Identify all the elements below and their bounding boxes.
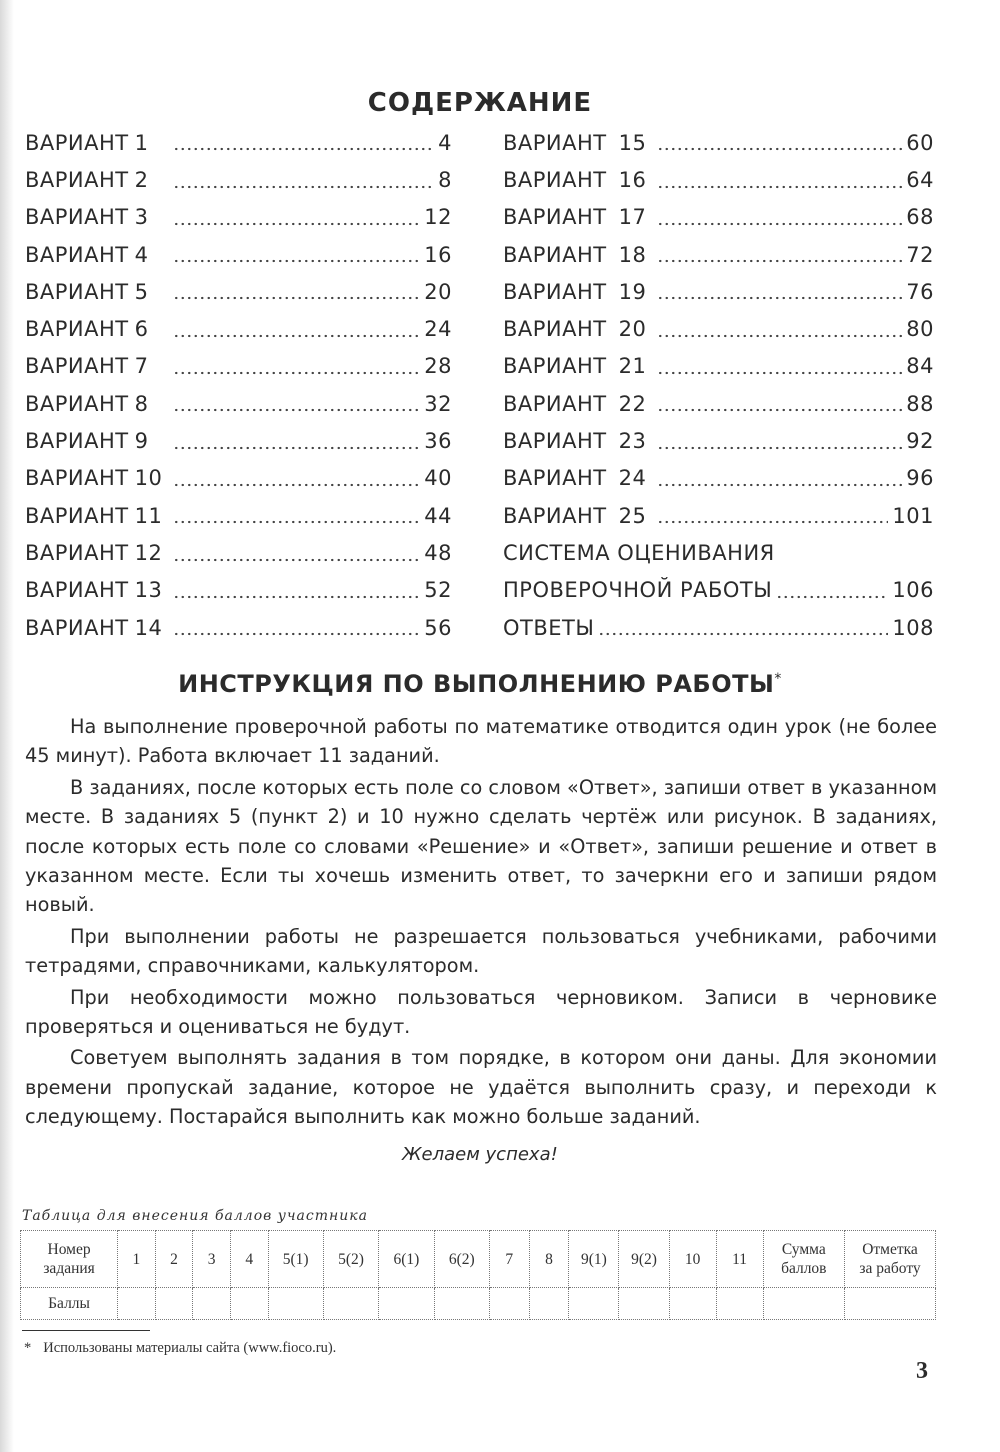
- score-cell[interactable]: [489, 1288, 529, 1320]
- toc-leader: [173, 483, 421, 487]
- toc-entry[interactable]: ВАРИАНТ 11 44: [25, 503, 452, 528]
- task-number-cell: 3: [193, 1231, 231, 1288]
- task-number-cell: 1: [118, 1231, 156, 1288]
- toc-entry[interactable]: ВАРИАНТ 1 4: [25, 130, 452, 155]
- task-number-cell: 5(1): [268, 1231, 323, 1288]
- task-number-cell: 10: [669, 1231, 716, 1288]
- toc-entry[interactable]: ВАРИАНТ 15 60: [503, 130, 934, 155]
- toc-entry[interactable]: ВАРИАНТ 14 56: [25, 615, 452, 640]
- footnote-marker: *: [774, 671, 782, 687]
- task-number-cell: 4: [230, 1231, 268, 1288]
- toc-entry[interactable]: ВАРИАНТ 5 20: [25, 279, 452, 304]
- toc-leader: [657, 408, 903, 412]
- toc-leader: [657, 296, 903, 300]
- score-cell[interactable]: [716, 1288, 763, 1320]
- toc-leader: [657, 147, 903, 151]
- points-row-label: Баллы: [21, 1288, 118, 1320]
- task-number-cell: 6(1): [379, 1231, 434, 1288]
- instruction-paragraph: На выполнение проверочной работы по математике отводится один урок (не более 45 минут). Работа включает 11 заданий.: [25, 715, 937, 768]
- task-number-cell: 7: [489, 1231, 529, 1288]
- sum-header: Сумма баллов: [763, 1231, 844, 1288]
- instructions-title: ИНСТРУКЦИЯ ПО ВЫПОЛНЕНИЮ РАБОТЫ*: [178, 670, 782, 698]
- grade-cell[interactable]: [845, 1288, 936, 1320]
- instruction-paragraph: При выполнении работы не разрешается пользоваться учебниками, рабочими тетрадями, справочниками, калькулятором.: [25, 924, 937, 978]
- footnote-star: *: [24, 1340, 32, 1356]
- footnote-divider: [22, 1330, 150, 1331]
- task-number-cell: 8: [529, 1231, 569, 1288]
- toc-leader: [657, 371, 903, 375]
- score-table: [20, 1230, 936, 1320]
- toc-entry[interactable]: ВАРИАНТ 17 68: [503, 205, 934, 230]
- toc-leader: [173, 371, 421, 375]
- toc-leader: [657, 483, 903, 487]
- instruction-paragraph: При необходимости можно пользоваться черновиком. Записи в черновике проверяться и оцениваться не будут.: [25, 985, 937, 1039]
- score-cell[interactable]: [155, 1288, 193, 1320]
- toc-entry[interactable]: ВАРИАНТ 12 48: [25, 540, 452, 565]
- toc-entry[interactable]: ВАРИАНТ 6 24: [25, 317, 452, 342]
- toc-entry[interactable]: ВАРИАНТ 24 96: [503, 466, 934, 491]
- task-number-cell: 11: [716, 1231, 763, 1288]
- toc-entry[interactable]: ВАРИАНТ 16 64: [503, 167, 934, 192]
- task-number-cell: 6(2): [434, 1231, 489, 1288]
- toc-leader: [657, 259, 903, 263]
- toc-leader: [173, 259, 421, 263]
- score-cell[interactable]: [569, 1288, 619, 1320]
- toc-leader: [173, 185, 434, 189]
- toc-entry[interactable]: ВАРИАНТ 8 32: [25, 391, 452, 416]
- score-cell[interactable]: [323, 1288, 378, 1320]
- toc-entry[interactable]: ВАРИАНТ 2 8: [25, 167, 452, 192]
- toc-leader: [598, 632, 888, 636]
- toc-leader: [173, 296, 421, 300]
- toc-leader: [657, 222, 903, 226]
- toc-entry[interactable]: ВАРИАНТ 13 52: [25, 578, 452, 603]
- toc-entry[interactable]: ВАРИАНТ 23 92: [503, 429, 934, 454]
- toc-entry[interactable]: ВАРИАНТ 10 40: [25, 466, 452, 491]
- toc-entry[interactable]: ВАРИАНТ 21 84: [503, 354, 934, 379]
- toc-entry[interactable]: ВАРИАНТ 3 12: [25, 205, 452, 230]
- toc-entry[interactable]: ВАРИАНТ 22 88: [503, 391, 934, 416]
- toc-leader: [657, 185, 903, 189]
- page-edge-shadow: [0, 0, 14, 1452]
- toc-right-column: [503, 124, 934, 646]
- toc-leader: [173, 446, 421, 450]
- sum-cell[interactable]: [763, 1288, 844, 1320]
- toc-leader: [173, 632, 421, 636]
- toc-leader: [173, 558, 421, 562]
- task-number-cell: 9(2): [619, 1231, 669, 1288]
- toc-leader: [173, 408, 421, 412]
- toc-leader: [173, 222, 421, 226]
- footnote: [24, 1340, 336, 1357]
- toc-leader: [776, 595, 888, 599]
- grade-header: Отметка за работу: [845, 1231, 936, 1288]
- instruction-paragraph: В заданиях, после которых есть поле со словом «Ответ», запиши ответ в указанном месте. В заданиях 5 (пункт 2) и 10 нужно сделать чертёж или рисунок. В заданиях, после которых есть поле со словами «Решение» и «Ответ», запиши решение и ответ в указанном месте. Если ты хочешь изменить ответ, то зачеркни его и запиши рядом новый.: [25, 775, 937, 917]
- toc-entry[interactable]: ВАРИАНТ 7 28: [25, 354, 452, 379]
- toc-leader: [173, 595, 421, 599]
- score-cell[interactable]: [118, 1288, 156, 1320]
- good-luck-wish: Желаем успеха!: [402, 1144, 558, 1165]
- score-cell[interactable]: [619, 1288, 669, 1320]
- footnote-text: Использованы материалы сайта (www.fioco.ru).: [43, 1340, 337, 1356]
- task-number-cell: 5(2): [323, 1231, 378, 1288]
- score-cell[interactable]: [434, 1288, 489, 1320]
- toc-entry[interactable]: ВАРИАНТ 19 76: [503, 279, 934, 304]
- score-cell[interactable]: [529, 1288, 569, 1320]
- task-number-header: Номер задания: [21, 1231, 118, 1288]
- score-table-header-row: [21, 1231, 936, 1288]
- toc-entry-answers[interactable]: ОТВЕТЫ 108: [503, 615, 934, 640]
- score-cell[interactable]: [268, 1288, 323, 1320]
- toc-entry-system[interactable]: ПРОВЕРОЧНОЙ РАБОТЫ 106: [503, 578, 934, 603]
- score-table-caption: Таблица для внесения баллов участника: [22, 1208, 368, 1224]
- score-cell[interactable]: [379, 1288, 434, 1320]
- toc-leader: [173, 147, 434, 151]
- contents-title: СОДЕРЖАНИЕ: [367, 88, 593, 118]
- task-number-cell: 9(1): [569, 1231, 619, 1288]
- toc-leader: [657, 446, 903, 450]
- score-table-points-row: [21, 1288, 936, 1320]
- toc-entry[interactable]: ВАРИАНТ 25 101: [503, 503, 934, 528]
- toc-leader: [657, 334, 903, 338]
- toc-leader: [657, 520, 889, 524]
- toc-entry-system-heading[interactable]: СИСТЕМА ОЦЕНИВАНИЯ: [503, 540, 775, 565]
- instruction-paragraph: Советуем выполнять задания в том порядке, в котором они даны. Для экономии времени пропускай задание, которое не удаётся выполнить сразу, и переходи к следующему. Постарайся выполнить как можно больше заданий.: [25, 1046, 937, 1129]
- score-cell[interactable]: [669, 1288, 716, 1320]
- toc-entry[interactable]: ВАРИАНТ 20 80: [503, 317, 934, 342]
- instructions-body: [25, 712, 937, 1134]
- toc-entry[interactable]: ВАРИАНТ 4 16: [25, 242, 452, 267]
- score-cell[interactable]: [193, 1288, 231, 1320]
- page-number: 3: [916, 1358, 928, 1384]
- toc-leader: [173, 520, 421, 524]
- toc-left-column: [25, 124, 452, 646]
- task-number-cell: 2: [155, 1231, 193, 1288]
- score-cell[interactable]: [230, 1288, 268, 1320]
- toc-entry[interactable]: ВАРИАНТ 18 72: [503, 242, 934, 267]
- toc-entry[interactable]: ВАРИАНТ 9 36: [25, 429, 452, 454]
- toc-leader: [173, 334, 421, 338]
